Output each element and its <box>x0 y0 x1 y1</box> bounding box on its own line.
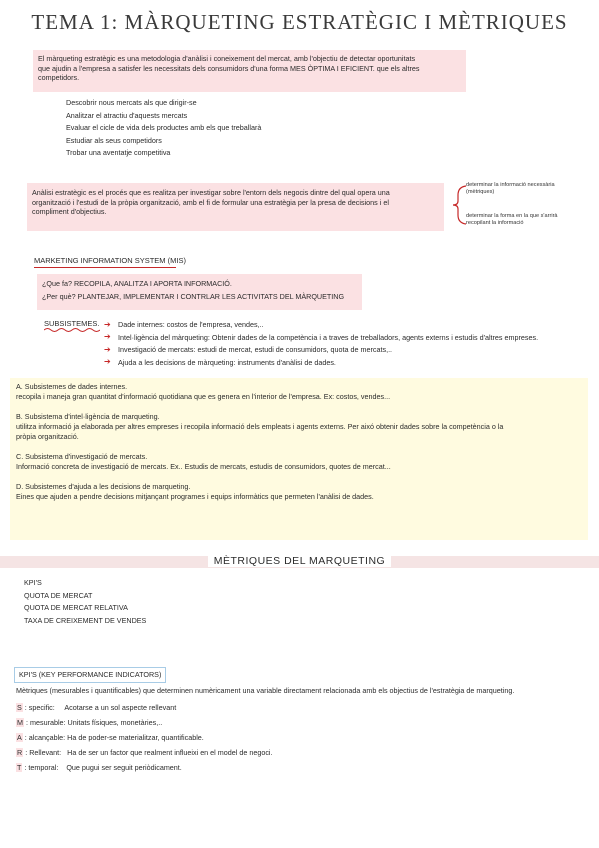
mis-underline <box>34 267 176 268</box>
side-note-metrics: determinar la informació necessària (mètriques) <box>466 182 555 195</box>
intro-definition-box <box>33 50 466 92</box>
smart-letter: S <box>17 702 22 712</box>
arrow-right-icon: ➔ <box>104 344 111 354</box>
intro-objectives-list <box>66 98 326 161</box>
metrics-list <box>24 578 224 628</box>
subsystems-list <box>104 319 596 369</box>
list-item: Analitzar el atractiu d'aquests mercats <box>66 110 188 120</box>
smart-letter: M <box>17 717 23 727</box>
list-item: Descobrir nous mercats als que dirigir-se <box>66 98 197 107</box>
list-item: S : specific: Acotarse a un sol aspecte rellevant <box>17 702 177 712</box>
list-item: A : alcançable: Ha de poder-se materialitzar, quantificable. <box>17 732 204 742</box>
analysis-line: Anàlisi estratègic es el procés que es realitza per investigar sobre l'entorn dels negocis dintre del qual opera una <box>32 188 390 197</box>
mis-question: ¿Que fa? RECOPILA, ANALITZA I APORTA INFORMACIÓ. <box>42 279 232 288</box>
mis-questions-box <box>37 274 362 310</box>
intro-line: competidors. <box>38 73 80 83</box>
smart-letter: T <box>17 762 22 772</box>
analysis-line: organització i l'estudi de la pròpia organització, amb el fi de formular una estratègia per la presa de decisions i el <box>32 197 389 207</box>
intro-line: El màrqueting estratègic es una metodologia d'anàlisi i coneixement del mercat, amb l'objectiu de detectar oportunitats <box>38 54 416 63</box>
kpi-definition: Mètriques (mesurables i quantificables) que determinen numèricament una variable directament relacionada amb els objectius de l'estratègia de marqueting. <box>16 686 515 695</box>
smart-letter: R <box>17 747 23 757</box>
kpi-heading: KPI'S (KEY PERFORMANCE INDICATORS) <box>14 667 166 683</box>
arrow-right-icon: ➔ <box>104 332 111 342</box>
curly-brace-icon <box>448 183 468 227</box>
list-item: M : mesurable: Unitats físiques, monetàries,.. <box>17 717 163 727</box>
list-item: ➔ Ajuda a les decisions de màrqueting: instruments d'anàlisi de dades. <box>104 357 336 367</box>
metrics-heading: MÈTRIQUES DEL MARQUETING <box>0 554 599 568</box>
mis-question: ¿Per què? PLANTEJAR, IMPLEMENTAR I CONTRLAR LES ACTIVITATS DEL MÀRQUETING <box>42 291 345 301</box>
side-note-collection: determinar la forma en la que s'arrirà recopilant la informació <box>466 213 558 226</box>
list-item: T : temporal: Que pugui ser seguit periòdicament. <box>17 762 182 772</box>
list-item: ➔ Dade internes: costos de l'empresa, vendes,.. <box>104 319 264 330</box>
wavy-underline <box>44 327 100 333</box>
subsystem-details-box <box>10 378 588 540</box>
page-title: TEMA 1: MÀRQUETING ESTRATÈGIC I MÈTRIQUES <box>31 10 568 34</box>
intro-line: que ajudin a l'empresa a satisfer les necessitats dels consumidors d'una forma MES ÒPTIMA I EFICIENT. que els altres <box>38 63 420 73</box>
mis-heading: MARKETING INFORMATION SYSTEM (MIS) <box>34 256 186 265</box>
strategic-analysis-box <box>27 183 444 231</box>
subsystem-d: D. Subsistemes d'ajuda a les decisions de marqueting. Eines que ajuden a pendre decisions mitjançant programes i equips informàtics que permeten l'anàlisi de dades. <box>16 482 374 501</box>
list-item: Evaluar el cicle de vida dels productes amb els que treballarà <box>66 123 262 132</box>
list-item: Trobar una aventatje competitiva <box>66 148 171 157</box>
smart-criteria-list <box>16 700 416 775</box>
list-item: TAXA DE CREIXEMENT DE VENDES <box>24 615 147 625</box>
smart-letter: A <box>17 732 22 742</box>
analysis-line: compliment d'objectius. <box>32 207 107 217</box>
arrow-right-icon: ➔ <box>104 357 111 367</box>
list-item: QUOTA DE MERCAT RELATIVA <box>24 603 128 612</box>
list-item: ➔ Investigació de mercats: estudi de mercat, estudi de consumidors, quota de mercats,.. <box>104 344 393 355</box>
list-item: QUOTA DE MERCAT <box>24 590 93 600</box>
list-item: KPI'S <box>24 578 42 587</box>
list-item: ➔ Intel·ligència del màrqueting: Obtenir dades de la competència i a traves de treballadors, agents externs i estudis d'altres empreses. <box>104 332 539 342</box>
arrow-right-icon: ➔ <box>104 319 111 329</box>
list-item: R : Rellevant: Ha de ser un factor que realment influeixi en el model de negoci. <box>17 747 273 757</box>
subsystem-c: C. Subsistema d'investigació de mercats. Informació concreta de investigació de mercats. Ex.. Estudis de mercats, estudis de consumidors, quotes de mercat... <box>16 452 391 471</box>
subsystem-b: B. Subsistema d'intel·ligència de marqueting. utilitza informació ja elaborada per altres empreses i recopila informació dels empleats i agents externs. Per aixó obtenir dades sobre la competència o la pròpia organització. <box>16 412 504 441</box>
subsystems-label: SUBSISTEMES. <box>44 319 100 328</box>
subsystem-a: A. Subsistemes de dades internes. recopila i maneja gran quantitat d'informació quotidiana que es genera en l'interior de l'empresa. Ex: costos, vendes... <box>16 382 391 401</box>
list-item: Estudiar als seus competidors <box>66 135 162 145</box>
